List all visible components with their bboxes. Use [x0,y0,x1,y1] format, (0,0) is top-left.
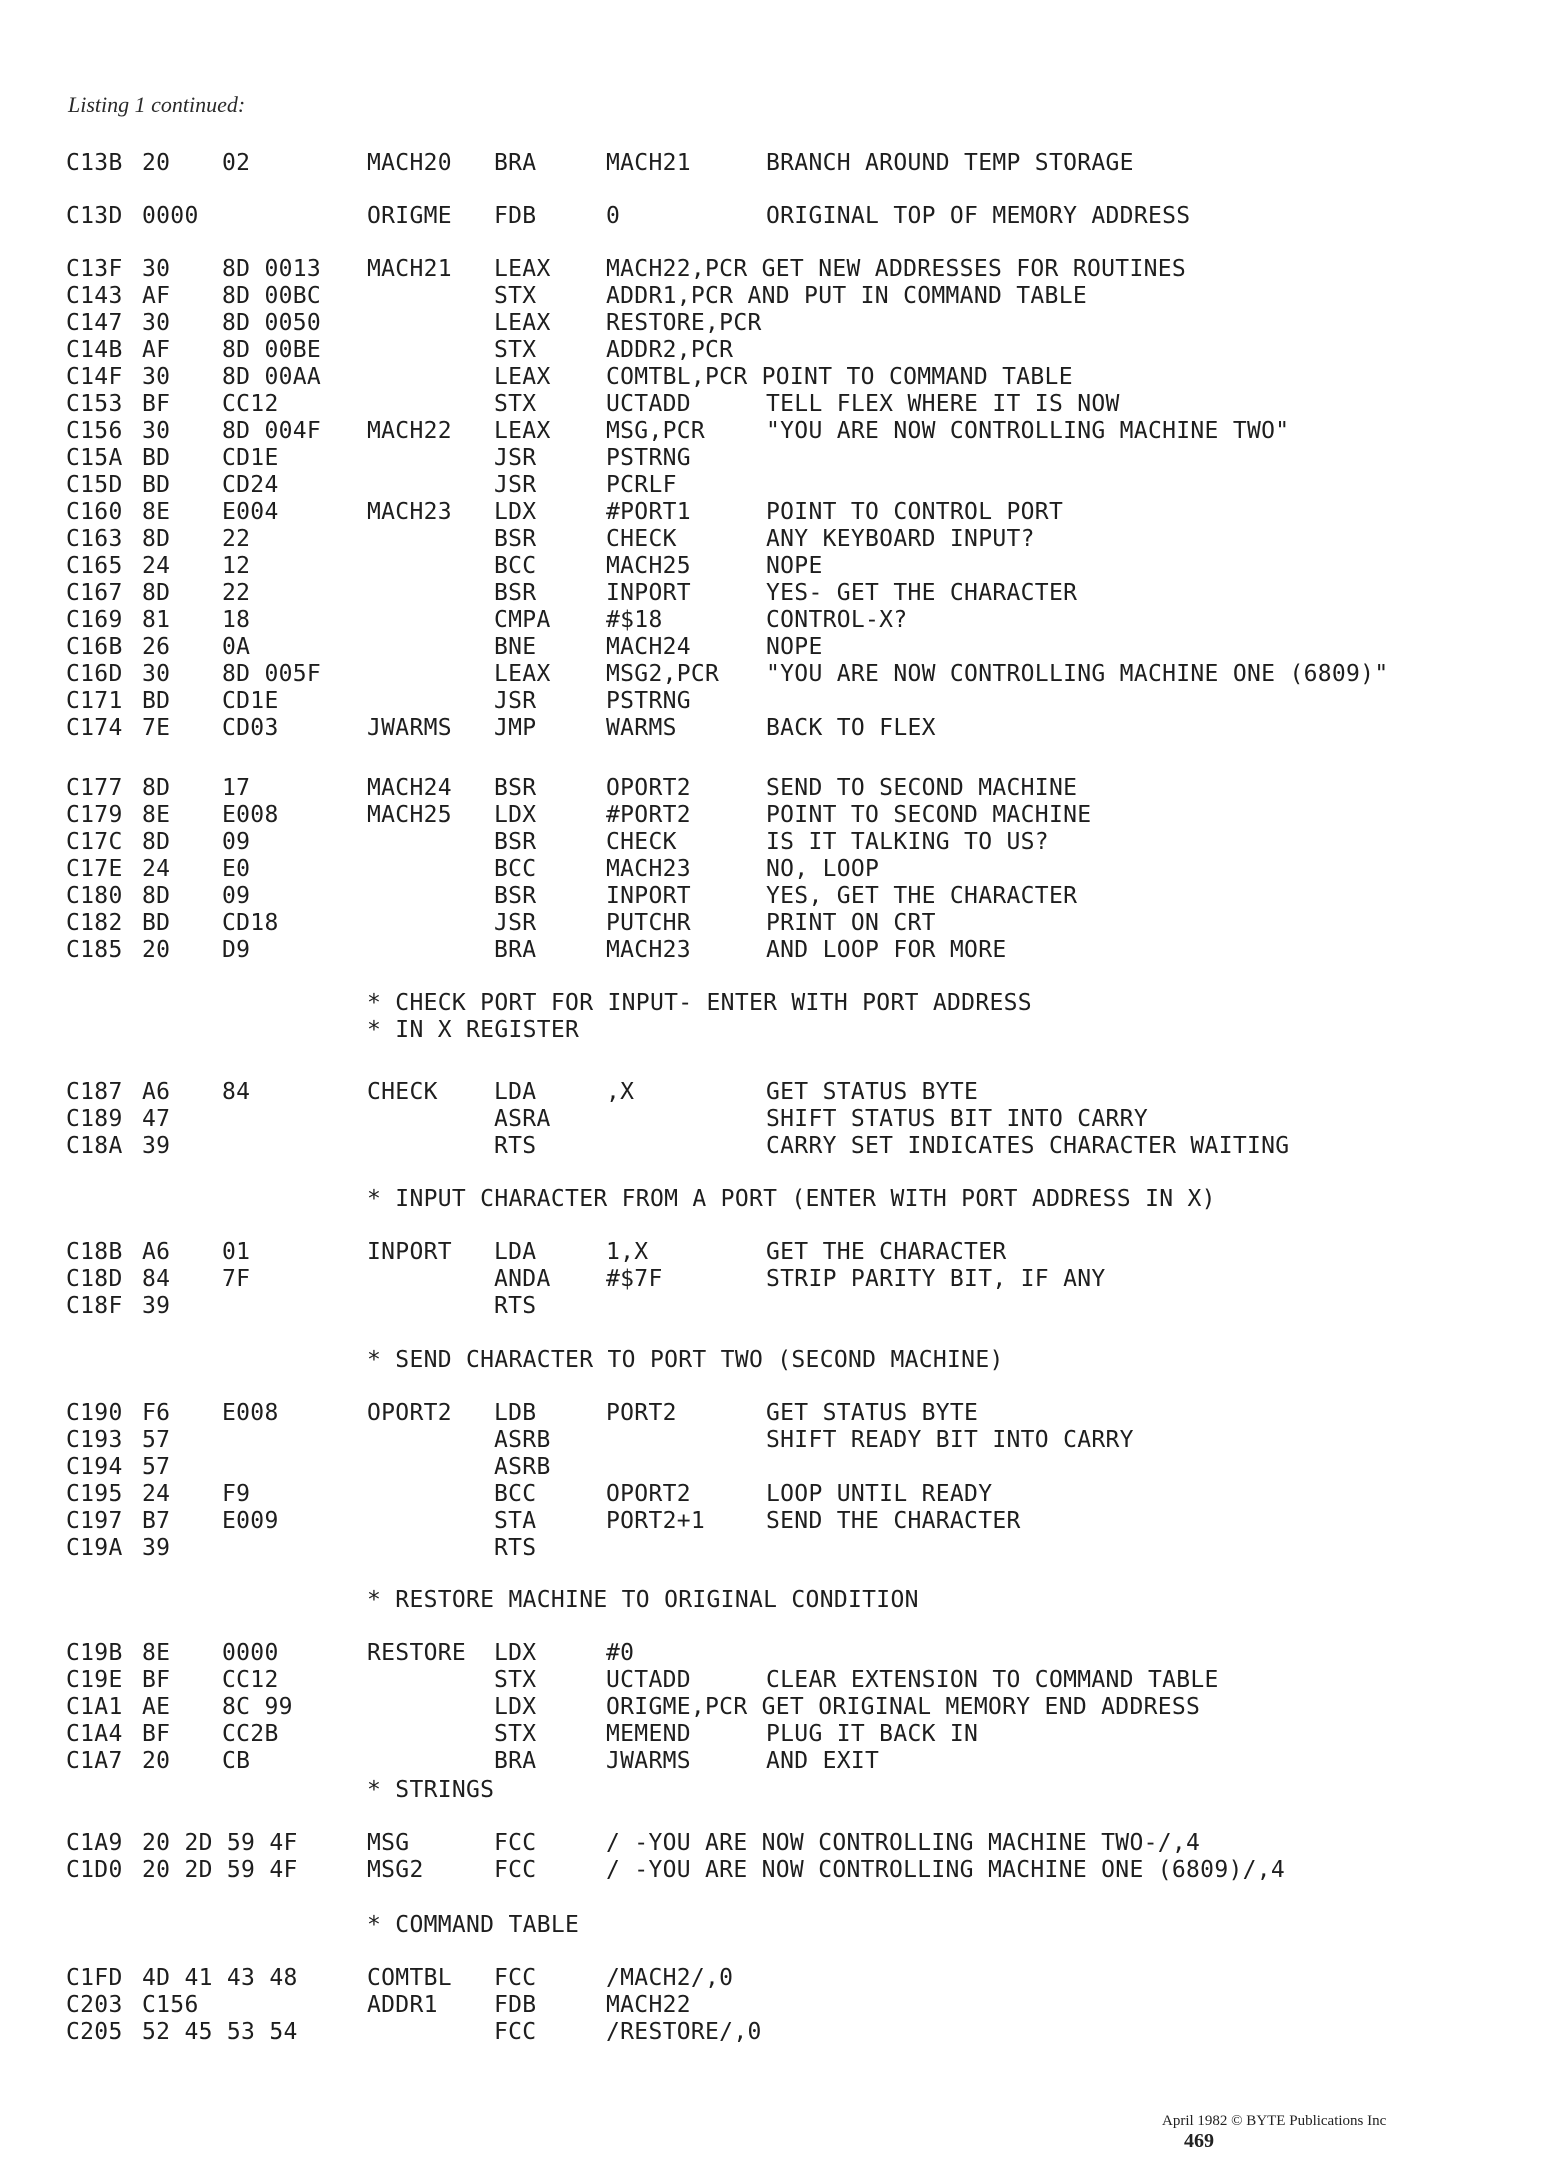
listing-comment: AND LOOP FOR MORE [766,937,1007,963]
listing-object-code-extra: D9 [222,937,251,963]
listing-comment: NOPE [766,634,823,660]
listing-object-code-extra: 8D 005F [222,661,322,687]
listing-label: ADDR1 [367,1992,438,2018]
listing-label: MACH21 [367,256,452,282]
listing-comment: NOPE [766,553,823,579]
listing-mnemonic: STA [494,1508,537,1534]
listing-object-code-extra: 01 [222,1239,251,1265]
listing-object-code: 8E [142,1640,171,1666]
listing-address: C17E [66,856,123,882]
listing-object-code: 8E [142,499,171,525]
listing-object-code: 24 [142,1481,171,1507]
listing-address: C13F [66,256,123,282]
listing-mnemonic: LEAX [494,364,551,390]
listing-address: C195 [66,1481,123,1507]
listing-object-code-extra: 8D 00AA [222,364,322,390]
listing-address: C171 [66,688,123,714]
listing-label: MACH22 [367,418,452,444]
listing-operand: #PORT2 [606,802,691,828]
listing-object-code-extra: 22 [222,580,251,606]
listing-object-code: BD [142,688,171,714]
listing-object-code-extra: 8C 99 [222,1694,293,1720]
listing-object-code: 30 [142,310,171,336]
listing-address: C193 [66,1427,123,1453]
listing-comment: LOOP UNTIL READY [766,1481,993,1507]
listing-operand: MACH24 [606,634,691,660]
listing-object-code: AF [142,337,171,363]
listing-operand: MACH23 [606,856,691,882]
listing-object-code-extra: 17 [222,775,251,801]
listing-object-code: 7E [142,715,171,741]
listing-comment: PRINT ON CRT [766,910,936,936]
listing-operand: 1,X [606,1239,649,1265]
listing-address: C165 [66,553,123,579]
listing-object-code: 0000 [142,203,199,229]
listing-mnemonic: BCC [494,553,537,579]
listing-object-code-extra: 12 [222,553,251,579]
listing-comment: YES, GET THE CHARACTER [766,883,1078,909]
listing-mnemonic: RTS [494,1133,537,1159]
listing-label: MACH20 [367,150,452,176]
listing-address: C14F [66,364,123,390]
listing-operand: RESTORE,PCR [606,310,762,336]
listing-mnemonic: STX [494,283,537,309]
listing-comment: "YOU ARE NOW CONTROLLING MACHINE TWO" [766,418,1290,444]
listing-object-code: 8D [142,580,171,606]
listing-operand: OPORT2 [606,775,691,801]
listing-address: C177 [66,775,123,801]
listing-mnemonic: LEAX [494,256,551,282]
listing-address: C160 [66,499,123,525]
listing-address: C203 [66,1992,123,2018]
footer-date: April 1982 © BYTE Publications Inc [1162,2113,1387,2129]
listing-address: C189 [66,1106,123,1132]
listing-address: C153 [66,391,123,417]
listing-operand: WARMS [606,715,677,741]
listing-object-code-extra: E009 [222,1508,279,1534]
listing-object-code: 8E [142,802,171,828]
listing-object-code: 47 [142,1106,171,1132]
listing-object-code-extra: CD03 [222,715,279,741]
listing-operand: /RESTORE/,0 [606,2019,762,2045]
listing-label: JWARMS [367,715,452,741]
listing-object-code-extra: CB [222,1748,251,1774]
listing-mnemonic: CMPA [494,607,551,633]
listing-address: C147 [66,310,123,336]
listing-operand: PORT2+1 [606,1508,706,1534]
listing-comment: CLEAR EXTENSION TO COMMAND TABLE [766,1667,1219,1693]
listing-object-code-extra: E004 [222,499,279,525]
listing-comment: POINT TO CONTROL PORT [766,499,1064,525]
listing-comment: CARRY SET INDICATES CHARACTER WAITING [766,1133,1290,1159]
listing-operand: MEMEND [606,1721,691,1747]
listing-mnemonic: BNE [494,634,537,660]
listing-mnemonic: STX [494,1721,537,1747]
listing-comment-line: * COMMAND TABLE [367,1912,580,1938]
listing-mnemonic: RTS [494,1293,537,1319]
listing-mnemonic: FCC [494,1857,537,1883]
listing-operand: 0 [606,203,621,229]
listing-address: C143 [66,283,123,309]
listing-comment: SHIFT READY BIT INTO CARRY [766,1427,1134,1453]
listing-object-code-extra: F9 [222,1481,251,1507]
listing-object-code: 20 [142,150,171,176]
listing-object-code-extra: CD24 [222,472,279,498]
listing-address: C174 [66,715,123,741]
listing-object-code: 81 [142,607,171,633]
listing-operand: INPORT [606,580,691,606]
listing-address: C1D0 [66,1857,123,1883]
listing-mnemonic: LDX [494,1640,537,1666]
listing-object-code-extra: 18 [222,607,251,633]
listing-operand: ADDR1,PCR AND PUT IN COMMAND TABLE [606,283,1088,309]
listing-mnemonic: FCC [494,2019,537,2045]
listing-operand: PSTRNG [606,688,691,714]
listing-comment-line: * RESTORE MACHINE TO ORIGINAL CONDITION [367,1587,919,1613]
listing-object-code: F6 [142,1400,171,1426]
listing-operand: UCTADD [606,391,691,417]
listing-object-code: 20 2D 59 4F [142,1830,298,1856]
listing-comment: PLUG IT BACK IN [766,1721,979,1747]
listing-comment: ANY KEYBOARD INPUT? [766,526,1035,552]
listing-object-code: 20 [142,1748,171,1774]
listing-mnemonic: LEAX [494,661,551,687]
listing-mnemonic: STX [494,337,537,363]
listing-object-code-extra: 8D 0013 [222,256,322,282]
listing-object-code: 30 [142,418,171,444]
listing-mnemonic: BCC [494,1481,537,1507]
listing-operand: MSG,PCR [606,418,706,444]
listing-label: MACH24 [367,775,452,801]
listing-address: C197 [66,1508,123,1534]
listing-address: C18A [66,1133,123,1159]
listing-object-code-extra: 0A [222,634,251,660]
listing-address: C182 [66,910,123,936]
listing-object-code: 57 [142,1427,171,1453]
listing-object-code-extra: E008 [222,1400,279,1426]
listing-operand: MACH25 [606,553,691,579]
listing-object-code-extra: E008 [222,802,279,828]
listing-address: C1FD [66,1965,123,1991]
listing-address: C18B [66,1239,123,1265]
page-number: 469 [1184,2130,1214,2152]
listing-object-code-extra: CD1E [222,688,279,714]
listing-mnemonic: BRA [494,1748,537,1774]
listing-address: C19E [66,1667,123,1693]
listing-object-code: A6 [142,1239,171,1265]
listing-object-code: 8D [142,883,171,909]
listing-address: C156 [66,418,123,444]
listing-mnemonic: LDA [494,1239,537,1265]
listing-operand: MACH23 [606,937,691,963]
listing-object-code: AE [142,1694,171,1720]
listing-address: C1A7 [66,1748,123,1774]
listing-object-code: 30 [142,256,171,282]
listing-address: C1A9 [66,1830,123,1856]
listing-comment: SEND TO SECOND MACHINE [766,775,1078,801]
listing-comment-line: * INPUT CHARACTER FROM A PORT (ENTER WITH PORT ADDRESS IN X) [367,1186,1216,1212]
listing-comment: YES- GET THE CHARACTER [766,580,1078,606]
listing-operand: PUTCHR [606,910,691,936]
listing-comment-line: * IN X REGISTER [367,1017,580,1043]
listing-object-code: C156 [142,1992,199,2018]
listing-comment: TELL FLEX WHERE IT IS NOW [766,391,1120,417]
listing-mnemonic: LDA [494,1079,537,1105]
listing-mnemonic: BSR [494,580,537,606]
listing-operand: JWARMS [606,1748,691,1774]
listing-mnemonic: STX [494,1667,537,1693]
listing-object-code: 24 [142,553,171,579]
listing-object-code: BF [142,1721,171,1747]
listing-operand: #0 [606,1640,635,1666]
listing-object-code-extra: 84 [222,1079,251,1105]
listing-object-code: 4D 41 43 48 [142,1965,298,1991]
listing-operand: ,X [606,1079,635,1105]
listing-operand: PSTRNG [606,445,691,471]
listing-object-code-extra: 02 [222,150,251,176]
listing-address: C15D [66,472,123,498]
listing-address: C185 [66,937,123,963]
listing-object-code-extra: 0000 [222,1640,279,1666]
listing-object-code-extra: 8D 0050 [222,310,322,336]
listing-mnemonic: ASRA [494,1106,551,1132]
listing-label: INPORT [367,1239,452,1265]
listing-comment: BACK TO FLEX [766,715,936,741]
listing-label: CHECK [367,1079,438,1105]
listing-mnemonic: BSR [494,829,537,855]
listing-comment: "YOU ARE NOW CONTROLLING MACHINE ONE (6809)" [766,661,1389,687]
page-footer [1146,2094,1386,2171]
listing-operand: PORT2 [606,1400,677,1426]
listing-comment: CONTROL-X? [766,607,908,633]
listing-label: OPORT2 [367,1400,452,1426]
listing-address: C1A4 [66,1721,123,1747]
listing-comment: SHIFT STATUS BIT INTO CARRY [766,1106,1148,1132]
listing-operand: INPORT [606,883,691,909]
listing-operand: CHECK [606,526,677,552]
listing-operand: ORIGME,PCR GET ORIGINAL MEMORY END ADDRESS [606,1694,1201,1720]
listing-object-code: 8D [142,526,171,552]
listing-comment: STRIP PARITY BIT, IF ANY [766,1266,1106,1292]
listing-object-code-extra: 8D 00BC [222,283,322,309]
listing-mnemonic: STX [494,391,537,417]
listing-operand: CHECK [606,829,677,855]
listing-object-code-extra: CC12 [222,1667,279,1693]
listing-caption: Listing 1 continued: [68,92,246,117]
listing-mnemonic: JSR [494,910,537,936]
listing-comment: GET STATUS BYTE [766,1400,979,1426]
listing-mnemonic: ASRB [494,1427,551,1453]
listing-mnemonic: JMP [494,715,537,741]
listing-address: C19A [66,1535,123,1561]
listing-object-code: BD [142,910,171,936]
listing-address: C187 [66,1079,123,1105]
listing-object-code: 20 [142,937,171,963]
listing-operand: UCTADD [606,1667,691,1693]
listing-comment: GET THE CHARACTER [766,1239,1007,1265]
listing-mnemonic: ANDA [494,1266,551,1292]
listing-address: C194 [66,1454,123,1480]
listing-comment-line: * STRINGS [367,1777,495,1803]
listing-mnemonic: RTS [494,1535,537,1561]
listing-mnemonic: LDX [494,802,537,828]
listing-label: MACH25 [367,802,452,828]
listing-comment: IS IT TALKING TO US? [766,829,1049,855]
listing-object-code-extra: CD1E [222,445,279,471]
listing-mnemonic: JSR [494,445,537,471]
listing-address: C205 [66,2019,123,2045]
listing-mnemonic: JSR [494,688,537,714]
listing-comment-line: * CHECK PORT FOR INPUT- ENTER WITH PORT ADDRESS [367,990,1032,1016]
listing-operand: /MACH2/,0 [606,1965,734,1991]
listing-mnemonic: LEAX [494,310,551,336]
listing-label: COMTBL [367,1965,452,1991]
listing-operand: / -YOU ARE NOW CONTROLLING MACHINE ONE (6809)/,4 [606,1857,1286,1883]
listing-object-code: 24 [142,856,171,882]
listing-mnemonic: BSR [494,775,537,801]
listing-mnemonic: FDB [494,1992,537,2018]
listing-label: MACH23 [367,499,452,525]
listing-object-code: 39 [142,1133,171,1159]
listing-mnemonic: LDX [494,499,537,525]
listing-address: C16D [66,661,123,687]
listing-label: ORIGME [367,203,452,229]
listing-mnemonic: BSR [494,526,537,552]
listing-object-code: 57 [142,1454,171,1480]
listing-address: C14B [66,337,123,363]
listing-object-code: 26 [142,634,171,660]
listing-object-code: 30 [142,364,171,390]
listing-comment: NO, LOOP [766,856,880,882]
listing-operand: ADDR2,PCR [606,337,734,363]
listing-mnemonic: JSR [494,472,537,498]
listing-comment: AND EXIT [766,1748,880,1774]
listing-mnemonic: ASRB [494,1454,551,1480]
listing-object-code-extra: 09 [222,829,251,855]
listing-operand: MACH21 [606,150,691,176]
listing-object-code-extra: 22 [222,526,251,552]
listing-mnemonic: BRA [494,937,537,963]
listing-object-code-extra: 09 [222,883,251,909]
listing-object-code: BD [142,472,171,498]
listing-mnemonic: BRA [494,150,537,176]
listing-address: C190 [66,1400,123,1426]
listing-comment: GET STATUS BYTE [766,1079,979,1105]
listing-object-code: BF [142,391,171,417]
listing-address: C179 [66,802,123,828]
listing-object-code-extra: CC2B [222,1721,279,1747]
listing-object-code: 8D [142,829,171,855]
listing-comment: SEND THE CHARACTER [766,1508,1021,1534]
listing-object-code-extra: E0 [222,856,251,882]
listing-comment: ORIGINAL TOP OF MEMORY ADDRESS [766,203,1191,229]
listing-object-code: BF [142,1667,171,1693]
listing-label: RESTORE [367,1640,467,1666]
listing-address: C180 [66,883,123,909]
listing-mnemonic: FCC [494,1830,537,1856]
listing-address: C17C [66,829,123,855]
listing-operand: MACH22,PCR GET NEW ADDRESSES FOR ROUTINES [606,256,1187,282]
listing-mnemonic: FCC [494,1965,537,1991]
listing-object-code: 8D [142,775,171,801]
listing-object-code: 39 [142,1535,171,1561]
listing-object-code-extra: 8D 004F [222,418,322,444]
listing-comment: BRANCH AROUND TEMP STORAGE [766,150,1134,176]
listing-address: C15A [66,445,123,471]
listing-mnemonic: BSR [494,883,537,909]
listing-address: C13D [66,203,123,229]
listing-address: C19B [66,1640,123,1666]
listing-operand: #PORT1 [606,499,691,525]
listing-mnemonic: BCC [494,856,537,882]
listing-object-code: A6 [142,1079,171,1105]
listing-object-code: AF [142,283,171,309]
listing-object-code-extra: CC12 [222,391,279,417]
listing-mnemonic: LDB [494,1400,537,1426]
listing-mnemonic: LEAX [494,418,551,444]
listing-object-code: 39 [142,1293,171,1319]
listing-address: C16B [66,634,123,660]
listing-address: C18D [66,1266,123,1292]
listing-operand: COMTBL,PCR POINT TO COMMAND TABLE [606,364,1073,390]
listing-operand: MSG2,PCR [606,661,720,687]
listing-object-code: B7 [142,1508,171,1534]
listing-address: C13B [66,150,123,176]
listing-mnemonic: LDX [494,1694,537,1720]
listing-address: C18F [66,1293,123,1319]
listing-mnemonic: FDB [494,203,537,229]
listing-address: C1A1 [66,1694,123,1720]
listing-object-code: BD [142,445,171,471]
listing-comment: POINT TO SECOND MACHINE [766,802,1092,828]
listing-object-code-extra: 7F [222,1266,251,1292]
listing-object-code-extra: 8D 00BE [222,337,322,363]
listing-object-code-extra: CD18 [222,910,279,936]
listing-label: MSG [367,1830,410,1856]
listing-operand: MACH22 [606,1992,691,2018]
listing-object-code: 52 45 53 54 [142,2019,298,2045]
listing-operand: #$7F [606,1266,663,1292]
listing-operand: #$18 [606,607,663,633]
listing-comment-line: * SEND CHARACTER TO PORT TWO (SECOND MACHINE) [367,1347,1004,1373]
listing-object-code: 84 [142,1266,171,1292]
listing-label: MSG2 [367,1857,424,1883]
listing-operand: PCRLF [606,472,677,498]
listing-object-code: 20 2D 59 4F [142,1857,298,1883]
listing-address: C169 [66,607,123,633]
listing-address: C163 [66,526,123,552]
listing-operand: OPORT2 [606,1481,691,1507]
listing-object-code: 30 [142,661,171,687]
listing-operand: / -YOU ARE NOW CONTROLLING MACHINE TWO-/,4 [606,1830,1201,1856]
listing-address: C167 [66,580,123,606]
